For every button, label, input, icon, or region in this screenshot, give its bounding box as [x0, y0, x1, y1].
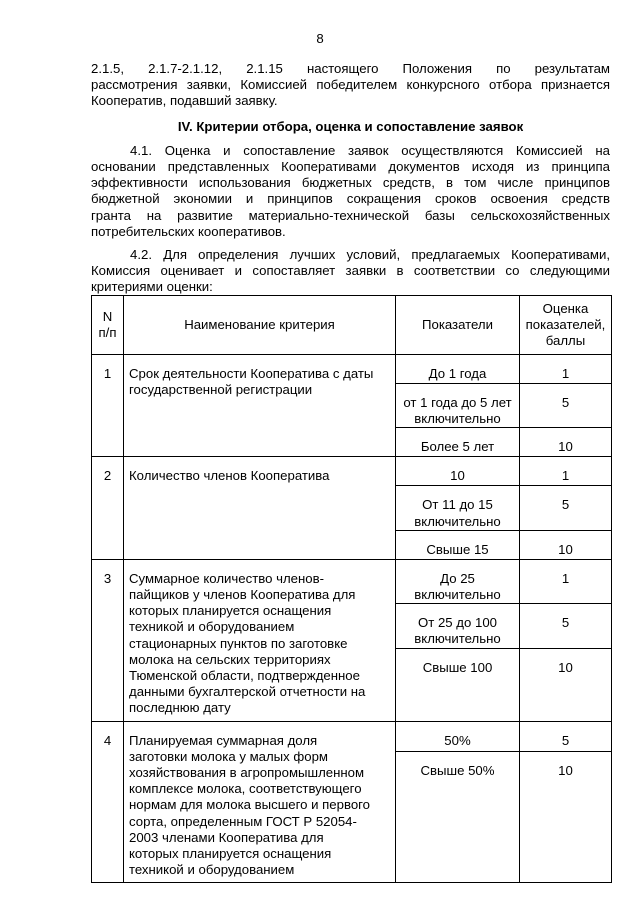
text-line: Кооператив, подавший заявку.	[91, 93, 278, 109]
indicator-line: включительно	[414, 631, 501, 647]
text-line: 4.1. Оценка и сопоставление заявок осуществляются Комиссией на	[130, 142, 610, 158]
criterion-name-line: пайщиков у членов Кооператива для	[129, 587, 356, 603]
criterion-number: 3	[92, 559, 124, 721]
criterion-name-line: комплексе молока, соответствующего	[129, 781, 362, 797]
header-indicators: Показатели	[396, 296, 520, 355]
criterion-name-line: хозяйствования в агропромышленном	[129, 765, 365, 781]
table-row	[92, 457, 612, 486]
page-number: 8	[316, 31, 324, 46]
criterion-name-line: нормам для молока высшего и первого	[129, 797, 371, 813]
score-cell: 10	[520, 530, 612, 559]
criterion-number: 1	[92, 355, 124, 457]
criterion-name-line: стационарных пунктов по заготовке	[129, 635, 348, 651]
indicator-line: Свыше 100	[422, 659, 493, 675]
criterion-name	[124, 457, 396, 559]
criterion-name	[124, 721, 396, 883]
table-row	[92, 559, 612, 603]
criterion-number: 4	[92, 721, 124, 883]
text-line: основании представленных Кооперативами документов исходя из принципа	[91, 158, 610, 174]
paragraph-4-1	[91, 143, 610, 240]
header-num-line: п/п	[98, 325, 117, 340]
criterion-name-line: Планируемая суммарная доля	[129, 732, 318, 748]
indicator-line: До 1 года	[428, 366, 487, 381]
indicator-cell	[396, 648, 520, 721]
table-row	[92, 355, 612, 384]
header-score-line: баллы	[545, 333, 586, 349]
header-score-line: Оценка	[542, 300, 589, 316]
header-score-line: показателей,	[525, 316, 606, 332]
text-line: бюджетной экономии и принципов сокращения сроков освоения средств	[91, 191, 610, 207]
criteria-table	[91, 295, 612, 883]
indicator-cell	[396, 559, 520, 603]
indicator-cell	[396, 428, 520, 457]
score-cell: 10	[520, 428, 612, 457]
header-num	[92, 296, 124, 355]
text-line: Комиссия оценивает и сопоставляет заявки в соответствии со следующими	[91, 263, 610, 279]
text-line: потребительских кооперативов.	[91, 223, 286, 239]
header-score	[520, 296, 612, 355]
text-line: гранта на развитие материально-технической базы сельскохозяйственных	[91, 207, 610, 223]
text-line: 4.2. Для определения лучших условий, предлагаемых Кооперативами,	[130, 246, 610, 262]
score-cell: 1	[520, 457, 612, 486]
indicator-line: 50%	[444, 732, 471, 748]
criterion-name-line: которых планируется оснащения	[129, 603, 332, 619]
criterion-name-line: Тюменской области, подтвержденное	[129, 668, 360, 684]
score-cell: 1	[520, 355, 612, 384]
criterion-name	[124, 559, 396, 721]
indicator-cell	[396, 530, 520, 559]
text-line: 2.1.5, 2.1.7-2.1.12, 2.1.15 настоящего Положения по результатам	[91, 61, 610, 76]
score-cell: 5	[520, 486, 612, 530]
section-heading: IV. Критерии отбора, оценка и сопоставление заявок	[177, 118, 524, 134]
indicator-cell	[396, 384, 520, 428]
criterion-name-line: молока на сельских территориях	[129, 651, 331, 667]
criterion-name-line: сорта, определенным ГОСТ Р 52054-	[129, 813, 357, 829]
criterion-name-line: техникой и оборудованием	[129, 619, 295, 635]
score-cell: 10	[520, 648, 612, 721]
criterion-name-line: Суммарное количество членов-	[129, 570, 325, 586]
table-row	[92, 721, 612, 751]
document-body	[91, 61, 610, 295]
criterion-name-line: государственной регистрации	[129, 382, 313, 398]
header-name: Наименование критерия	[124, 296, 396, 355]
criterion-name-line: 2003 членами Кооператива для	[129, 829, 324, 845]
score-cell: 5	[520, 604, 612, 648]
indicator-line: От 11 до 15	[422, 497, 493, 513]
score-cell: 1	[520, 559, 612, 603]
text-line: эффективности использования бюджетных средств, в том числе принципов	[91, 175, 610, 191]
criterion-number: 2	[92, 457, 124, 559]
header-num-line: N	[102, 308, 113, 324]
indicator-line: включительно	[414, 587, 501, 603]
indicator-cell	[396, 457, 520, 486]
criterion-name	[124, 355, 396, 457]
indicator-line: Свыше 15	[426, 541, 489, 557]
criterion-name-line: Количество членов Кооператива	[129, 468, 330, 484]
criterion-name-line: данными бухгалтерской отчетности на	[129, 684, 366, 700]
criterion-name-line: заготовки молока у малых форм	[129, 748, 328, 764]
score-cell: 5	[520, 384, 612, 428]
score-cell: 10	[520, 751, 612, 883]
criterion-name-line: Срок деятельности Кооператива с даты	[129, 366, 374, 381]
indicator-cell	[396, 721, 520, 751]
text-line: критериями оценки:	[91, 279, 213, 295]
indicator-cell	[396, 355, 520, 384]
criterion-name-line: техникой и оборудованием	[129, 862, 295, 878]
text-line: рассмотрения заявки, Комиссией победителем конкурсного отбора признается	[91, 77, 610, 93]
criterion-name-line: последнюю дату	[129, 700, 231, 716]
paragraph-4-2	[91, 247, 610, 296]
indicator-line: включительно	[414, 513, 501, 529]
indicator-line: от 1 года до 5 лет	[403, 395, 512, 410]
indicator-line: До 25	[440, 570, 475, 586]
indicator-cell	[396, 486, 520, 530]
criterion-name-line: которых планируется оснащения	[129, 846, 332, 862]
table-header-row	[92, 296, 612, 355]
indicator-line: От 25 до 100	[418, 615, 497, 631]
indicator-line: Свыше 50%	[420, 762, 495, 778]
indicator-cell	[396, 751, 520, 883]
indicator-line: 10	[450, 468, 465, 484]
intro-paragraph	[91, 61, 610, 110]
indicator-line: включительно	[414, 411, 501, 427]
score-cell: 5	[520, 721, 612, 751]
indicator-cell	[396, 604, 520, 648]
indicator-line: Более 5 лет	[420, 439, 495, 455]
